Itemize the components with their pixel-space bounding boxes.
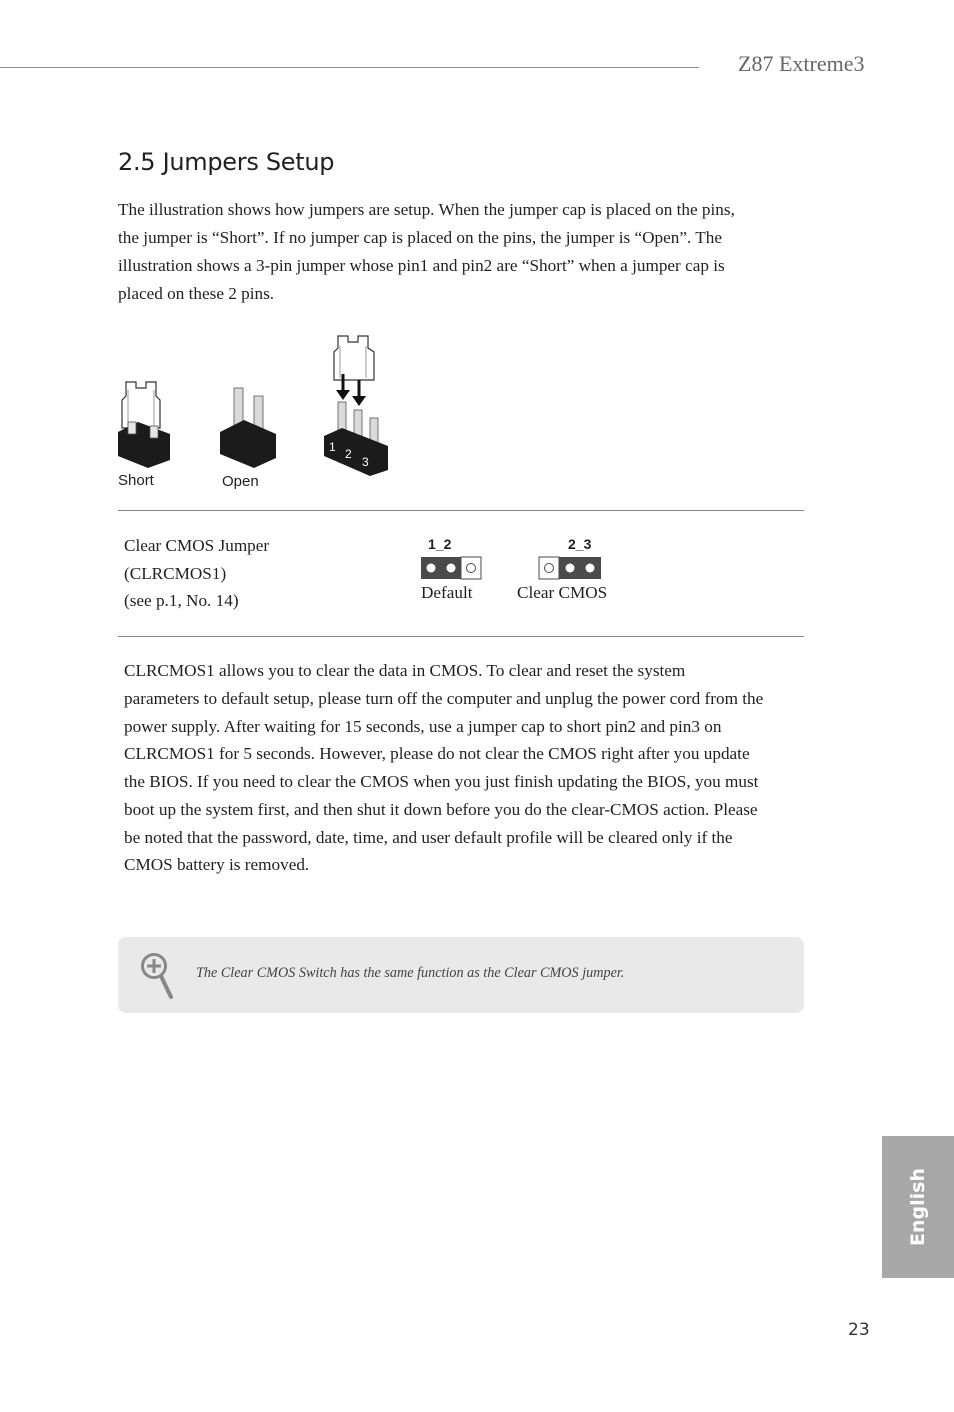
short-jumper-graphic [118,382,170,468]
clear-cmos-pin-diagram [538,556,602,582]
jumper-illustration-graphic [112,330,402,480]
pin-number-2: 2 [345,447,352,461]
jumper-name-line2: (CLRCMOS1) [124,563,227,583]
table-top-rule [118,510,804,511]
clear-pins-label: 2_3 [568,536,592,552]
note-box [118,937,804,1013]
open-jumper-graphic [220,388,276,468]
pin-number-3: 3 [362,455,369,469]
note-text: The Clear CMOS Switch has the same function as the Clear CMOS jumper. [196,965,625,981]
jumper-name [124,532,269,615]
short-label: Short [118,472,154,489]
table-bottom-rule [118,636,804,637]
magnifier-plus-icon [140,952,176,1000]
open-label: Open [222,473,259,490]
intro-paragraph: The illustration shows how jumpers are setup. When the jumper cap is placed on the pins, the jumper is “Short”. If no jumper cap is placed on the pins, the jumper is “Open”. The illustration shows a 3-pin jumper whose pin1 and pin2 are “Short” when a jumper cap is placed on these 2 pins. [118,200,735,303]
clrcmos-description: CLRCMOS1 allows you to clear the data in CMOS. To clear and reset the system parameters to default setup, please turn off the computer and unplug the power cord from the power supply. After waiting for 15 seconds, use a jumper cap to short pin2 and pin3 on CLRCMOS1 for 5 seconds. However, please do not clear the CMOS right after you update the BIOS. If you need to clear the CMOS when you just finish updating the BIOS, you must boot up the system first, and then shut it down before you do the clear-CMOS action. Please be noted that the password, date, time, and user default profile will be cleared only if the CMOS battery is removed. [124,661,764,875]
jumper-illustration [112,330,402,490]
default-caption: Default [421,583,473,602]
clear-cmos-caption: Clear CMOS [517,583,608,602]
section-heading: 2.5 Jumpers Setup [118,148,335,176]
default-pins-label: 1_2 [428,536,452,552]
default-pin-diagram [420,556,484,582]
pin-number-1: 1 [329,440,336,454]
page-number: 23 [848,1320,870,1340]
jumper-name-line3: (see p.1, No. 14) [124,591,239,610]
jumper-name-line1: Clear CMOS Jumper [124,536,270,555]
header-title: Z87 Extreme3 [738,51,865,76]
language-tab [882,1136,954,1278]
language-label: English [907,1168,929,1246]
header-rule [0,67,699,68]
three-pin-jumper-graphic [324,336,388,476]
